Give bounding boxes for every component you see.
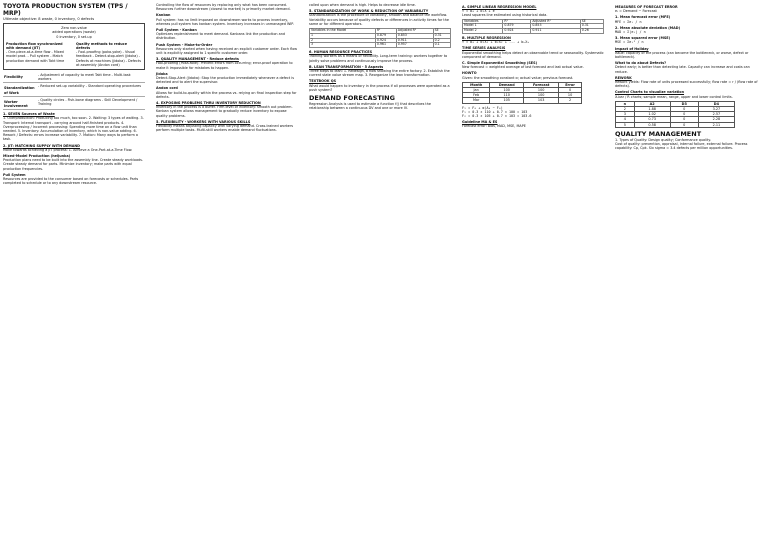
table-cell: 2 xyxy=(559,98,582,103)
table-row xyxy=(463,98,582,103)
time-series-heading: TIME SERIES ANALYSIS xyxy=(462,46,506,51)
table-cell: 0.911 xyxy=(396,38,433,43)
table-cell: 0.924 xyxy=(375,38,396,43)
flex-heading: 5. FLEXIBILITY - WORKERS WITH VARIOUS SKILLS xyxy=(156,119,251,124)
regression-heading: A. SIMPLE LINEAR REGRESSION MODEL xyxy=(462,5,537,9)
table-cell: Feb xyxy=(463,93,490,98)
tps-diagram xyxy=(3,23,145,70)
table-cell: 0 xyxy=(670,117,698,122)
table-cell: 0.73 xyxy=(634,117,670,122)
table-cell: Variables xyxy=(463,19,503,24)
table-cell: Model 2 xyxy=(463,29,503,34)
mfe-heading: 1. Mean forecast error (MFE) xyxy=(615,15,671,20)
table-cell: Adjusted R² xyxy=(531,19,580,24)
table-cell: 4 xyxy=(616,117,635,122)
column-5 xyxy=(612,0,766,543)
column-2 xyxy=(153,0,301,543)
human-text: Training workers as a means of flexibility. Long-term training: workers together to jointly solve problems and continuously improve the process. xyxy=(309,54,448,63)
table-row xyxy=(616,122,735,127)
row-worker-text: - Quality circles - Fish-bone diagrams - Skill Development / Training xyxy=(37,97,145,110)
tps-right-label: Quality methods to reduce defects xyxy=(76,41,127,51)
qm-text: 1. Types of Quality: Design quality; Conformance quality. xyxy=(615,137,711,142)
table-cell: 0.26 xyxy=(580,29,603,34)
table-cell: 0.58 xyxy=(634,122,670,127)
jit-heading: 2. JIT: MATCHING SUPPLY WITH DEMAND xyxy=(3,143,80,148)
kanban-heading: Kanban xyxy=(156,13,171,18)
table-cell: 2.28 xyxy=(698,117,734,122)
table-cell: 0.961 xyxy=(375,43,396,48)
variables-table-header-cell: Variables in the Model xyxy=(310,29,376,34)
table-cell: 0 xyxy=(559,88,582,93)
exposing-heading: 4. EXPOSING PROBLEMS THRU INVENTORY REDUCTION xyxy=(156,101,261,106)
table-header-cell: n xyxy=(616,101,635,106)
capacity-text: Issue: capacity of the process (can become the bottleneck, or worse, defect or bottleneck). xyxy=(615,50,749,60)
demand-text: Regression Analysis is used to estimate a function f() that describes the relationship between a continuous DV and one or more IV. xyxy=(309,102,431,111)
table-cell: 0 xyxy=(670,107,698,112)
table-header-cell: D4 xyxy=(698,101,734,106)
what-text: Detect early; is better than detecting late. Capacity can increase and costs can reduce. xyxy=(615,65,750,74)
tps-right-pillar xyxy=(76,40,142,67)
rework-text: Rework yields: Flow rate of units processed successfully; flow rate = r / (flow rate of defects). xyxy=(615,80,758,89)
what-heading: What to do about Defects? xyxy=(615,61,667,66)
tps-zero-row: Zero non-value xyxy=(61,26,87,31)
jidoka-text: Detect-Stop-Alert (Jidoka): Stop the production immediately whenever a defect is detected and to alert the supervisor. xyxy=(156,76,294,85)
lean-heading: B. LEAN TRANSFORMATION - 5 Aspects xyxy=(309,64,384,69)
demand-heading: DEMAND FORECASTING xyxy=(309,94,395,103)
mixed-heading: Mixed-Model Production (heijunka) xyxy=(3,154,71,159)
seven-wastes-text: 1. Overproduction: Producing too much, too soon. 2. Waiting: 3 types of waiting. 3. Transport: Internal transport - carrying around half-finished products. 4. Overprocessing / Incorrect processing: Spending more time on a flow unit than needed. 5. Inventory: Accumulation of inventory, which is non-value adding. 6. Rework / Defects: errors increase variability. 7. Motion: Many ways to perform a task. xyxy=(3,116,144,142)
table-cell: 1 xyxy=(310,33,376,38)
table-cell: 10 xyxy=(559,93,582,98)
table-cell: 3.27 xyxy=(698,107,734,112)
holt-text: New forecast = weighted average of last forecast and last actual value. xyxy=(462,65,584,70)
regression-equation: Y = b₀ + b₁X + e xyxy=(462,9,495,14)
measures-text: eₜ = Demand − Forecast xyxy=(615,9,657,14)
table-cell: 0 xyxy=(670,122,698,127)
table-row xyxy=(310,43,451,48)
mse-heading: 3. Mean squared error (MSE) xyxy=(615,36,671,41)
table-cell: 100 xyxy=(524,88,559,93)
rework-heading: REWORK xyxy=(615,75,632,80)
andon-text: Allows for build-to-quality within the process vs. relying on final inspection step for defects. xyxy=(156,90,297,99)
kanban-text: Pull system: has no limit imposed on downstream works to process inventory, whereas pull system has kanban system. Inventory increases in unmanaged WIP. xyxy=(156,17,294,26)
measures-heading: MEASURES OF FORECAST ERROR xyxy=(615,5,678,9)
row-std-text: - Reduced set-up variability - Standard operating procedures xyxy=(37,83,145,96)
tps-diagram-line1: 0 inventory, 0 set-up xyxy=(56,34,92,39)
std-heading: 5. STANDARDIZATION OF WORK & REDUCTION OF VARIABILITY xyxy=(309,9,429,14)
equation-2: F₁ = 0.3 × 110 + 0.7 × 100 = 103 xyxy=(462,109,528,114)
variables-table-header-cell: Adjusted R² xyxy=(396,29,433,34)
mixed-text: Production plans need to be built into the assembly line. Create steady workloads. Create steady demand for parts. Minimize inventory; make parts with equal production frequencies. xyxy=(3,158,144,171)
lean-text: Three steps to lean: 1. Redesign, a flow showing the entire factory. 2. Establish the current state value stream map. 3. Reorganize the lean transformation. xyxy=(309,69,450,78)
table-row xyxy=(463,29,604,34)
row-worker-label: Worker Involvement xyxy=(3,99,37,110)
wip-heading: Pull System - Kanban xyxy=(156,28,197,33)
table-cell: 0.1 xyxy=(433,43,450,48)
table-cell: 0.2 xyxy=(433,38,450,43)
table-cell: 1.02 xyxy=(634,112,670,117)
table-header-cell: A2 xyxy=(634,101,670,106)
table-cell: 0.853 xyxy=(396,33,433,38)
tps-zero-row2: added operations (waste) xyxy=(52,30,96,35)
table-cell: 2 xyxy=(616,107,635,112)
table-cell: 103 xyxy=(524,98,559,103)
table-cell: 2 xyxy=(310,38,376,43)
col2-intro: Controlling the flow of resources by replacing only what has been consumed. Resources further downstream (closest to market) is primarily market demand. xyxy=(156,3,291,12)
regression-table xyxy=(462,19,604,34)
guide-text: Forecast error: Bias, MAD, MSE, MAPE xyxy=(462,124,526,129)
time-series-text: Exponential smoothing helps detect an observable trend or seasonality. Systematic component of demand. xyxy=(462,50,604,59)
table-cell: 3 xyxy=(616,112,635,117)
table-header-cell: Forecast xyxy=(524,82,559,87)
tps-right-text: - Fool-proofing (poka-yoke) - Visual feedback - Detect-stop-alert (jidoka) - Defects at machines (jidoka) - Defects at assembly (Andon cord) xyxy=(76,50,141,67)
multiple-equation: Y = b₀ + b₁X₁ + b₂X₂ + ... + bₖXₖ xyxy=(462,40,530,45)
mts-text: Resources only started when having received an explicit customer order. Each flow unit is explicitly assigned to 1 specific customer order. xyxy=(156,46,298,56)
mfe-equation: MFE = Σeₜ / n xyxy=(615,19,642,24)
table-header-cell: D3 xyxy=(670,101,698,106)
equation-3: F₂ = 0.3 × 105 + 0.7 × 103 = 103.6 xyxy=(462,114,532,119)
equation-1: F₁ = F₀ + α(A₀ − F₀) xyxy=(462,105,503,110)
mad-heading: 2. Mean absolute deviation (MAD) xyxy=(615,25,681,30)
table-cell: Model 1 xyxy=(463,24,503,29)
mse-equation: MSE = Σeₜ² / n xyxy=(615,40,644,45)
multiple-heading: B. MULTIPLE REGRESSION xyxy=(462,36,511,40)
table-cell: 0 xyxy=(670,112,698,117)
pull-heading: Pull System xyxy=(3,172,26,177)
tps-left-label: Production flow synchronized with demand (JIT) xyxy=(6,41,63,51)
col3-intro: called upon when demand is high. Helps to decrease idle time. xyxy=(309,3,416,7)
column-1 xyxy=(0,0,148,543)
control-heading: Control Charts to visualize variation xyxy=(615,90,685,95)
jit-text: Move towards achieving a JIT process: 1. Achieve a One-Part-at-a-Time Flow. xyxy=(3,147,133,152)
table-cell: 3 xyxy=(310,43,376,48)
table-cell: 0.31 xyxy=(433,33,450,38)
tps-left-text: - One-piece-at-a-time flow - Mixed model prod. - Pull system - Match production demand with Takt time xyxy=(6,50,65,63)
table-cell: 0.879 xyxy=(503,24,531,29)
variables-table-header-cell: R² xyxy=(375,29,396,34)
flex-text: Flexibility means adjusting capacity with varying demand. Cross-trained workers perform multiple tasks. Multi-skill workers enable demand fluctuations. xyxy=(156,124,294,133)
quality-heading: 3. QUALITY MANAGEMENT - Reduce defects xyxy=(156,57,239,62)
mad-equation: MAD = Σ|eₜ| / n xyxy=(615,30,646,35)
table-header-cell: Demand xyxy=(490,82,524,87)
table-cell: 5 xyxy=(616,122,635,127)
textbook-text: What would happen to inventory in the process if all processes were operated as a push system? xyxy=(309,83,450,92)
qm-heading: QUALITY MANAGEMENT xyxy=(615,129,702,138)
std-text: Standardization is the procedure of variability, smooth and balance the workflow. Variability occurs because of quality defects or differences in activity times for the same or for different operators. xyxy=(309,13,449,26)
table-cell: 2.57 xyxy=(698,112,734,117)
table-header-cell: Month xyxy=(463,82,490,87)
variables-table xyxy=(309,28,451,48)
table-cell: 105 xyxy=(490,98,524,103)
quality-text: Fool-proofing (Poka-Yoke): Prevent errors from occurring; error-proof operation to make it impossible for mistakes to happen. xyxy=(156,61,293,70)
howto-text: Given: the smoothing constant α; actual value; previous forecast. xyxy=(462,75,574,80)
seven-wastes-heading: 1. SEVEN Sources of Waste xyxy=(3,112,55,117)
table-cell: 0.911 xyxy=(531,29,580,34)
table-cell: 2.11 xyxy=(698,122,734,127)
table-cell: 0.853 xyxy=(531,24,580,29)
table-cell: 100 xyxy=(490,88,524,93)
exposing-text: Inventory in the process is a buffer. Firm level of inventory: smooth out problem. Kanban system allows management to gradually reduce inventory to expose quality problems. xyxy=(156,105,293,118)
wip-text: Optimizes replenishment to meet demand. Kanbans link the production and distribution. xyxy=(156,32,286,41)
table-cell: 100 xyxy=(524,93,559,98)
row-flex-text: - Adjustment of capacity to meet Takt time - Multi-task workers xyxy=(37,72,145,83)
human-heading: 6. HUMAN RESOURCE PRACTICES xyxy=(309,50,373,55)
table-cell: R² xyxy=(503,19,531,24)
holt-heading: C. Simple Exponential Smoothing (SES) xyxy=(462,61,538,66)
pull-text: Resources are provided to the consumer based on forecasts or schedules. Parts completed to schedule or to any downstream resource. xyxy=(3,177,139,186)
table-cell: 0.31 xyxy=(580,24,603,29)
table-cell: 0.957 xyxy=(396,43,433,48)
textbook-heading: TEXTBOOK QS xyxy=(309,79,337,84)
howto-heading: HOWTO xyxy=(462,71,477,76)
regression-text: Least squares line estimated using historical data. xyxy=(462,13,548,18)
forecast-table xyxy=(462,82,582,104)
table-cell: 0.879 xyxy=(375,33,396,38)
mts-heading: Push System - Make-to-Order xyxy=(156,42,213,47)
control-text: X-bar / R charts; sample mean, range, upper and lower control limits. xyxy=(615,94,733,99)
page-title: TOYOTA PRODUCTION SYSTEM (TPS / MRP) xyxy=(3,3,128,17)
guide-heading: Guideline MA & ES xyxy=(462,120,498,125)
variables-table-header-cell: SE xyxy=(433,29,450,34)
control-constants-table xyxy=(615,101,735,128)
table-cell: Jan xyxy=(463,88,490,93)
table-cell: SE xyxy=(580,19,603,24)
tps-foundation-grid xyxy=(3,72,145,110)
column-4 xyxy=(459,0,607,543)
table-cell: 1.88 xyxy=(634,107,670,112)
andon-heading: Andon cord xyxy=(156,86,178,91)
row-std-label: Standardization of Work xyxy=(3,85,37,96)
page-subtitle: Ultimate objective: 8 waste, 0 inventory, 0 defects xyxy=(3,17,95,21)
table-header-cell: Error xyxy=(559,82,582,87)
table-cell: 110 xyxy=(490,93,524,98)
tps-left-pillar xyxy=(6,40,72,67)
table-cell: 0.924 xyxy=(503,29,531,34)
jidoka-heading: Jidoka xyxy=(156,71,168,76)
column-3 xyxy=(306,0,454,543)
capacity-heading: Impact of Holiday xyxy=(615,46,649,51)
row-flex-label: Flexibility xyxy=(3,74,37,83)
qm-items: Cost of quality: prevention, appraisal, internal failure, external failure. Process capability: Cp, Cpk. Six sigma = 3.4 defects per million opportunities. xyxy=(615,142,748,151)
table-cell: Mar xyxy=(463,98,490,103)
